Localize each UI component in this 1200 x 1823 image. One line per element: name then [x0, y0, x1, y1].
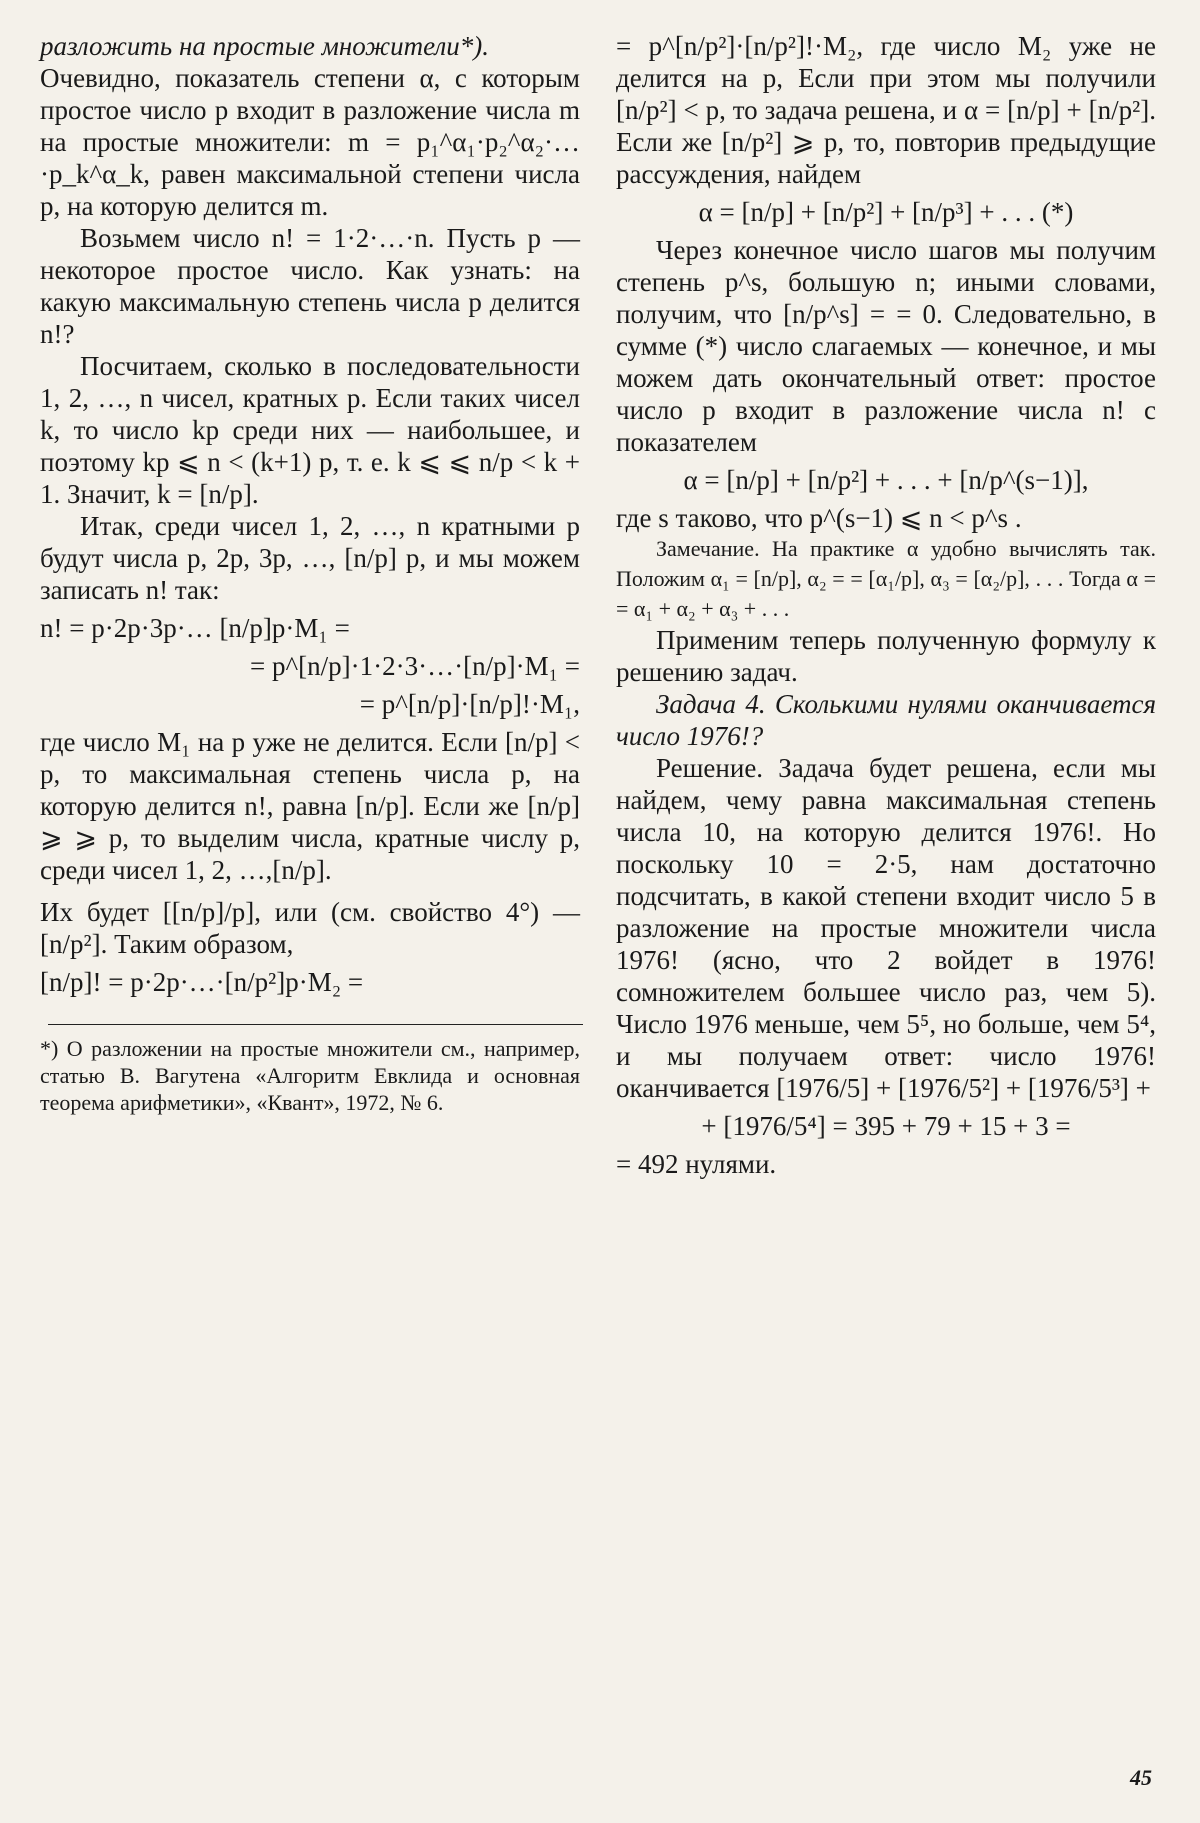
paragraph: Посчитаем, сколько в последовательности 1, 2, …, n чисел, кратных p. Если таких чисел k, то число kp среди них — наибольшее, и поэтому kp ⩽ n < (k+1) p, т. е. k ⩽ ⩽ n/p < k + 1. Значит, k = [n/p].: [40, 351, 580, 509]
paragraph: где число M₁ на p уже не делится. Если [n/p] < p, то максимальная степень числа p, на которую делится n!, равна [n/p]. Если же [n/p] ⩾ ⩾ p, то выделим числа, кратные числу p, среди чисел 1, 2, …,[n/p].: [40, 727, 580, 885]
formula: α = [n/p] + [n/p²] + . . . + [n/p^(s−1)],: [683, 465, 1089, 495]
paragraph: разложить на простые множители*).: [40, 31, 489, 61]
formula: [n/p]! = p·2p·…·[n/p²]p·M₂ =: [40, 967, 364, 997]
formula: + [1976/5⁴] = 395 + 79 + 15 + 3 =: [701, 1111, 1071, 1141]
formula: = p^[n/p]·[n/p]!·M₁,: [359, 689, 580, 719]
paragraph: Итак, среди чисел 1, 2, …, n кратными p будут числа p, 2p, 3p, …, [n/p] p, и мы можем записать n! так:: [40, 511, 580, 605]
footnote: *) О разложении на простые множители см., например, статью В. Вагутена «Алгоритм Евклида и основная теорема арифметики», «Квант», 1972, № 6.: [40, 1036, 580, 1115]
footnote-rule: [48, 1024, 583, 1025]
paragraph: Очевидно, показатель степени α, с которым простое число p входит в разложение числа m на простые множители: m = p₁^α₁·p₂^α₂·…·p_k^α_k, равен максимальной степени числа p, на которую делится m.: [40, 63, 580, 221]
paragraph: где s таково, что p^(s−1) ⩽ n < p^s .: [616, 503, 1022, 533]
remark: Замечание. На практике α удобно вычислять так. Положим α₁ = [n/p], α₂ = = [α₁/p], α₃ = [α₂/p], . . . Тогда α = = α₁ + α₂ + α₃ + . . .: [616, 536, 1156, 621]
page-number: 45: [1130, 1765, 1152, 1790]
formula: = p^[n/p]·1·2·3·…·[n/p]·M₁ =: [250, 651, 580, 681]
right-column: [616, 30, 1156, 1180]
paragraph: Их будет [[n/p]/p], или (см. свойство 4°) — [n/p²]. Таким образом,: [40, 897, 580, 959]
paragraph: Применим теперь полученную формулу к решению задач.: [616, 625, 1156, 687]
paragraph: Возьмем число n! = 1·2·…·n. Пусть p — некоторое простое число. Как узнать: на какую максимальную степень числа p делится n!?: [40, 223, 580, 349]
answer: = 492 нулями.: [616, 1149, 777, 1179]
left-column: [40, 30, 580, 1116]
paragraph: = p^[n/p²]·[n/p²]!·M₂, где число M₂ уже не делится на p, Если при этом мы получили [n/p²] < p, то задача решена, и α = [n/p] + [n/p²]. Если же [n/p²] ⩾ p, то, повторив предыдущие рассуждения, найдем: [616, 31, 1156, 189]
formula: n! = p·2p·3p·… [n/p]p·M₁ =: [40, 613, 350, 643]
solution: Решение. Задача будет решена, если мы найдем, чему равна максимальная степень числа 10, на которую делится 1976!. Но поскольку 10 = 2·5, нам достаточно подсчитать, в какой степени входит число 5 в разложение на простые множители числа 1976! (ясно, что 2 войдет в 1976! сомножителем большее число раз, чем 5). Число 1976 меньше, чем 5⁵, но больше, чем 5⁴, и мы получаем ответ: число 1976! оканчивается [1976/5] + [1976/5²] + [1976/5³] +: [616, 753, 1156, 1103]
problem-statement: Задача 4. Сколькими нулями оканчивается число 1976!?: [616, 689, 1156, 751]
formula: α = [n/p] + [n/p²] + [n/p³] + . . . (*): [698, 197, 1074, 227]
paragraph: Через конечное число шагов мы получим степень p^s, большую n; иными словами, получим, что [n/p^s] = = 0. Следовательно, в сумме (*) число слагаемых — конечное, и мы можем дать окончательный ответ: простое число p входит в разложение числа n! с показателем: [616, 235, 1156, 457]
